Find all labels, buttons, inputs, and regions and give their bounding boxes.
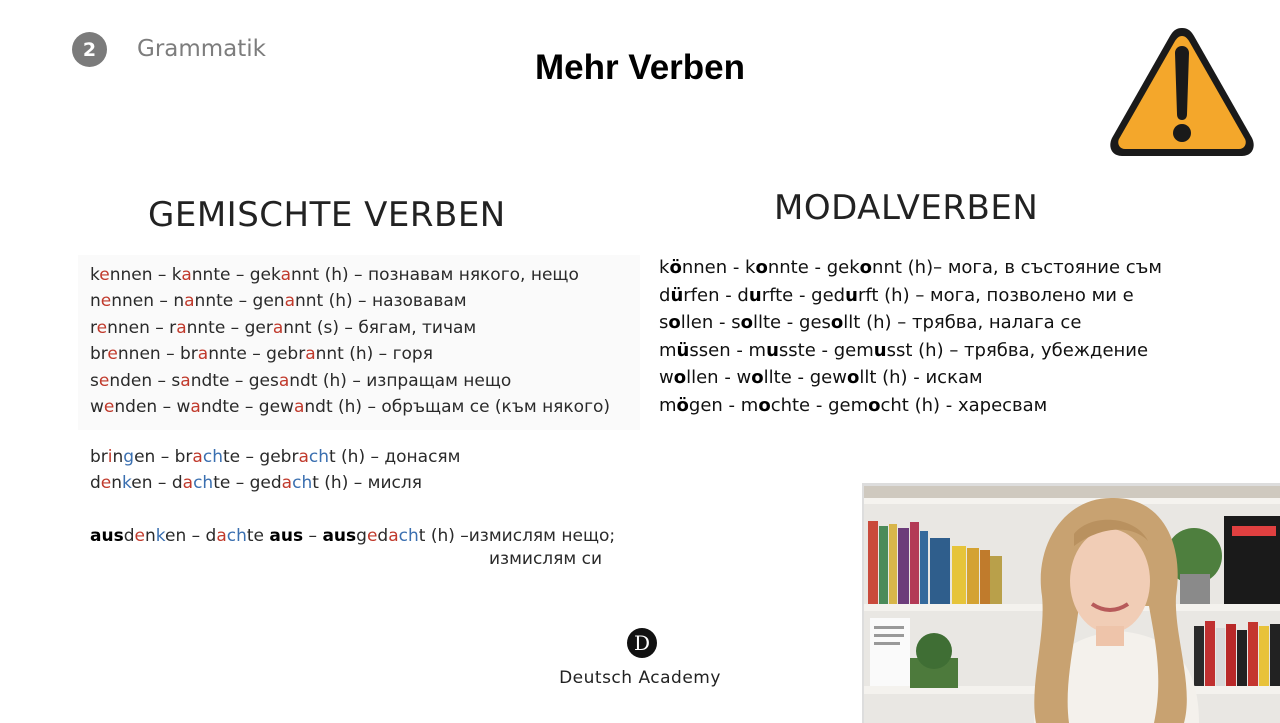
verb-row: brennen – brannte – gebrannt (h) – горя (90, 344, 433, 365)
verb-row: nennen – nannte – genannt (h) – назовавам (90, 291, 467, 312)
warning-triangle-icon (1106, 22, 1258, 162)
mixed-verbs-list (90, 262, 610, 420)
deutsch-academy-logo-icon: D (627, 628, 657, 658)
verb-row: denken – dachte – gedacht (h) – мисля (90, 473, 422, 494)
modal-verb-row: wollen - wollte - gewollt (h) - искам (659, 367, 983, 389)
verb-row: senden – sandte – gesandt (h) – изпращам нещо (90, 370, 512, 391)
verb-row: bringen – brachte – gebracht (h) – донасям (90, 447, 461, 467)
modal-verb-row: können - konnte - gekonnt (h)– мога, в състояние съм (659, 257, 1162, 278)
verb-row: wenden – wandte – gewandt (h) – обръщам се (към някого) (90, 397, 611, 418)
verb-row: ausdenken – dachte aus – ausgedacht (h) –измислям нещо; (90, 526, 616, 546)
mixed-verbs-heading: GEMISCHTE VERBEN (148, 195, 506, 235)
brand-name: Deutsch Academy (559, 668, 721, 688)
modal-verb-row: dürfen - durfte - gedurft (h) – мога, позволено ми е (659, 284, 1134, 306)
modal-verb-row: müssen - musste - gemusst (h) – трябва, убеждение (659, 339, 1149, 361)
webcam-scene-image (864, 486, 1280, 723)
modal-verb-row: sollen - sollte - gesollt (h) – трябва, налага се (659, 312, 1082, 334)
section-label: Grammatik (137, 36, 267, 62)
mixed-verbs-list-2 (90, 444, 461, 497)
verb-row: kennen – kannte – gekannt (h) – познавам някого, нещо (90, 265, 579, 285)
modal-verbs-heading: MODALVERBEN (774, 188, 1039, 228)
step-number-badge: 2 (72, 32, 107, 67)
mixed-verbs-list-3 (90, 523, 615, 549)
slide-title: Mehr Verben (534, 48, 746, 87)
modal-verbs-list (659, 254, 1162, 420)
presenter-webcam-video (862, 483, 1280, 723)
modal-verb-row: mögen - mochte - gemocht (h) - харесвам (659, 394, 1048, 416)
verb-row: rennen – rannte – gerannt (s) – бягам, тичам (90, 317, 477, 338)
verb-translation-continued: измислям си (489, 549, 603, 569)
